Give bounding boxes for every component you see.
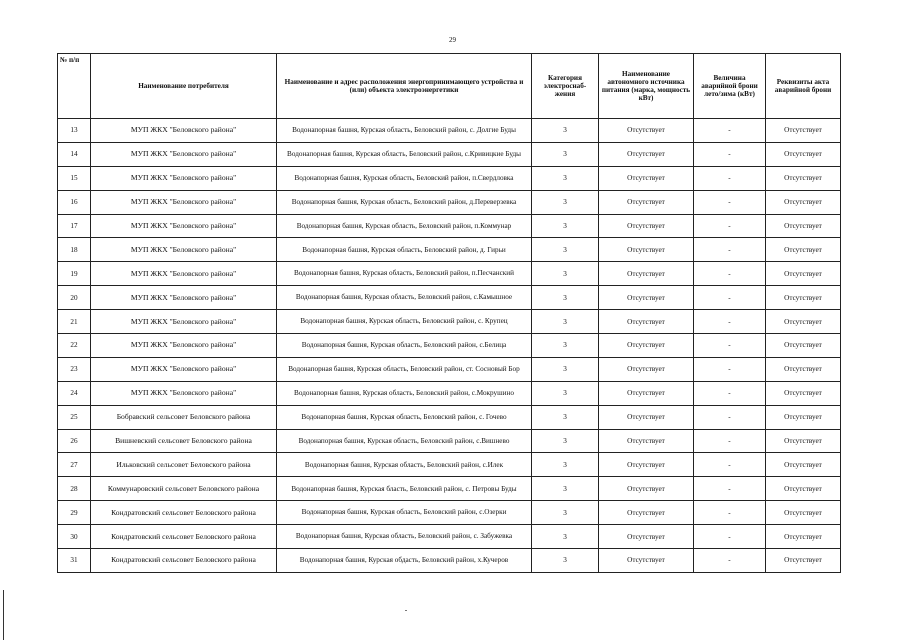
cell-num: 30 [58,525,91,549]
cell-reserve: - [694,477,766,501]
cell-act: Отсутствует [766,190,841,214]
cell-address: Водонапорная башня, Курская область, Беловский район, п.Свердловка [277,166,532,190]
table-row [58,405,841,429]
header-reserve: Величина аварийной брони лето/зима (кВт) [694,54,766,119]
table-header [58,54,841,119]
cell-source: Отсутствует [599,166,694,190]
cell-reserve: - [694,429,766,453]
cell-address: Водонапорная башня, Курская область, Беловский район, с. Крупец [277,310,532,334]
header-source: Наименование автономного источника питания (марка, мощность кВт) [599,54,694,119]
cell-num: 25 [58,405,91,429]
cell-act: Отсутствует [766,142,841,166]
scan-edge-mark [3,590,4,640]
cell-num: 28 [58,477,91,501]
cell-reserve: - [694,357,766,381]
cell-category: 3 [532,525,599,549]
cell-act: Отсутствует [766,501,841,525]
cell-source: Отсутствует [599,525,694,549]
cell-category: 3 [532,549,599,573]
cell-address: Водонапорная башня, Курская область, Беловский район, д.Переверзевка [277,190,532,214]
cell-consumer: МУП ЖКХ "Беловского района" [91,262,277,286]
table-body [58,119,841,573]
header-act: Реквизиты акта аварийной брони [766,54,841,119]
cell-consumer: Кондратовский сельсовет Беловского района [91,525,277,549]
cell-act: Отсутствует [766,310,841,334]
cell-consumer: Коммунаровский сельсовет Беловского района [91,477,277,501]
cell-reserve: - [694,310,766,334]
cell-reserve: - [694,381,766,405]
cell-category: 3 [532,310,599,334]
cell-num: 15 [58,166,91,190]
consumers-table [57,53,841,573]
cell-address: Водонапорная башня, Курская обдасть, Беловский район, х.Кучеров [277,549,532,573]
cell-category: 3 [532,142,599,166]
cell-source: Отсутствует [599,453,694,477]
cell-source: Отсутствует [599,429,694,453]
cell-source: Отсутствует [599,214,694,238]
cell-consumer: МУП ЖКХ "Беловского района" [91,357,277,381]
cell-num: 13 [58,119,91,143]
cell-num: 17 [58,214,91,238]
cell-num: 20 [58,286,91,310]
table-row [58,214,841,238]
cell-num: 19 [58,262,91,286]
cell-address: Водонапорная башня, Курская область, Беловский район, с. Забужевка [277,525,532,549]
cell-act: Отсутствует [766,453,841,477]
cell-category: 3 [532,166,599,190]
cell-reserve: - [694,286,766,310]
cell-consumer: МУП ЖКХ "Беловского района" [91,214,277,238]
cell-reserve: - [694,142,766,166]
cell-address: Водонапорная башня, Курская область, Беловский район, с.Илек [277,453,532,477]
cell-source: Отсутствует [599,477,694,501]
cell-category: 3 [532,429,599,453]
cell-category: 3 [532,190,599,214]
cell-address: Водонапорная башня, Курская область, Беловский район, с.Озерки [277,501,532,525]
table-row [58,477,841,501]
table-row [58,262,841,286]
cell-reserve: - [694,238,766,262]
cell-reserve: - [694,214,766,238]
cell-reserve: - [694,525,766,549]
table-row [58,549,841,573]
cell-address: Водонапорная башня, Курская область, Беловский район, с.Кривицкие Буды [277,142,532,166]
cell-act: Отсутствует [766,286,841,310]
cell-address: Водонапорная башня, Курская область, Беловский район, с.Камышное [277,286,532,310]
table-row [58,286,841,310]
cell-consumer: МУП ЖКХ "Беловского района" [91,190,277,214]
cell-consumer: МУП ЖКХ "Беловского района" [91,119,277,143]
cell-address: Водонапорная башня, Курская область, Беловский район, с.Вишнево [277,429,532,453]
cell-address: Водонапорная башня, Курская область, Беловский район, п.Коммунар [277,214,532,238]
cell-source: Отсутствует [599,405,694,429]
page-number: 29 [449,36,456,44]
cell-category: 3 [532,405,599,429]
cell-consumer: Бобравский сельсовет Беловского района [91,405,277,429]
table-row [58,357,841,381]
cell-num: 22 [58,334,91,358]
cell-source: Отсутствует [599,286,694,310]
cell-consumer: Кондратовский сельсовет Беловского района [91,549,277,573]
cell-category: 3 [532,357,599,381]
cell-consumer: МУП ЖКХ "Беловского района" [91,166,277,190]
cell-consumer: МУП ЖКХ "Беловского района" [91,142,277,166]
cell-address: Водонапорная башня, Курская область, Беловский район, ст. Сосновый Бор [277,357,532,381]
cell-act: Отсутствует [766,238,841,262]
header-num: № п/п [58,54,91,119]
cell-source: Отсутствует [599,381,694,405]
cell-act: Отсутствует [766,357,841,381]
cell-act: Отсутствует [766,119,841,143]
cell-address: Водонапорная башня, Курская область, Беловский район, д. Гирьи [277,238,532,262]
cell-source: Отсутствует [599,501,694,525]
cell-consumer: МУП ЖКХ "Беловского района" [91,286,277,310]
cell-consumer: МУП ЖКХ "Беловского района" [91,334,277,358]
scan-dot-mark [405,610,407,611]
cell-act: Отсутствует [766,429,841,453]
cell-source: Отсутствует [599,334,694,358]
cell-consumer: МУП ЖКХ "Беловского района" [91,381,277,405]
cell-reserve: - [694,501,766,525]
cell-address: Водонапорная башня, Курская область, Беловский район, п.Песчанский [277,262,532,286]
header-consumer: Наименование потребителя [91,54,277,119]
cell-category: 3 [532,453,599,477]
cell-source: Отсутствует [599,119,694,143]
cell-category: 3 [532,119,599,143]
cell-reserve: - [694,453,766,477]
cell-act: Отсутствует [766,214,841,238]
cell-source: Отсутствует [599,310,694,334]
table-row [58,166,841,190]
table-row [58,334,841,358]
cell-num: 16 [58,190,91,214]
cell-act: Отсутствует [766,166,841,190]
cell-num: 24 [58,381,91,405]
cell-address: Водонапорная башня, Курская область, Беловский район, с.Мокрушино [277,381,532,405]
cell-source: Отсутствует [599,142,694,166]
cell-category: 3 [532,381,599,405]
cell-act: Отсутствует [766,334,841,358]
cell-category: 3 [532,334,599,358]
cell-address: Водонапорная башня, Курская область, Беловский район, с. Долгие Буды [277,119,532,143]
table-row [58,119,841,143]
cell-act: Отсутствует [766,525,841,549]
cell-reserve: - [694,166,766,190]
cell-num: 31 [58,549,91,573]
cell-address: Водонапорная башня, Курская область, Беловский район, с. Гочево [277,405,532,429]
header-address: Наименование и адрес расположения энергопринимающего устройства и (или) объекта электроэнергетики [277,54,532,119]
table-row [58,429,841,453]
cell-num: 29 [58,501,91,525]
cell-num: 27 [58,453,91,477]
table-row [58,501,841,525]
cell-consumer: МУП ЖКХ "Беловского района" [91,238,277,262]
cell-num: 23 [58,357,91,381]
table-row [58,190,841,214]
cell-category: 3 [532,214,599,238]
cell-consumer: Кондратовский сельсовет Беловского района [91,501,277,525]
table-row [58,238,841,262]
cell-reserve: - [694,262,766,286]
cell-reserve: - [694,190,766,214]
cell-act: Отсутствует [766,477,841,501]
cell-act: Отсутствует [766,549,841,573]
cell-source: Отсутствует [599,190,694,214]
cell-num: 18 [58,238,91,262]
cell-category: 3 [532,262,599,286]
cell-address: Водонапорная башня, Курская бласть, Беловский район, с. Петровы Буды [277,477,532,501]
cell-consumer: Вишневский сельсовет Беловского района [91,429,277,453]
table-row [58,310,841,334]
cell-source: Отсутствует [599,262,694,286]
cell-reserve: - [694,405,766,429]
cell-consumer: МУП ЖКХ "Беловского района" [91,310,277,334]
cell-address: Водонапорная башня, Курская область, Беловский район, с.Белица [277,334,532,358]
cell-source: Отсутствует [599,238,694,262]
cell-category: 3 [532,477,599,501]
table-container [57,53,840,573]
table-row [58,381,841,405]
cell-act: Отсутствует [766,405,841,429]
cell-reserve: - [694,119,766,143]
cell-num: 14 [58,142,91,166]
cell-act: Отсутствует [766,262,841,286]
header-category: Категория электроснаб-жения [532,54,599,119]
cell-reserve: - [694,549,766,573]
table-row [58,525,841,549]
cell-source: Отсутствует [599,357,694,381]
table-row [58,142,841,166]
cell-category: 3 [532,501,599,525]
header-row [58,54,841,119]
cell-num: 26 [58,429,91,453]
cell-num: 21 [58,310,91,334]
cell-source: Отсутствует [599,549,694,573]
cell-category: 3 [532,286,599,310]
table-row [58,453,841,477]
cell-category: 3 [532,238,599,262]
cell-reserve: - [694,334,766,358]
cell-act: Отсутствует [766,381,841,405]
cell-consumer: Ильковский сельсовет Беловского района [91,453,277,477]
